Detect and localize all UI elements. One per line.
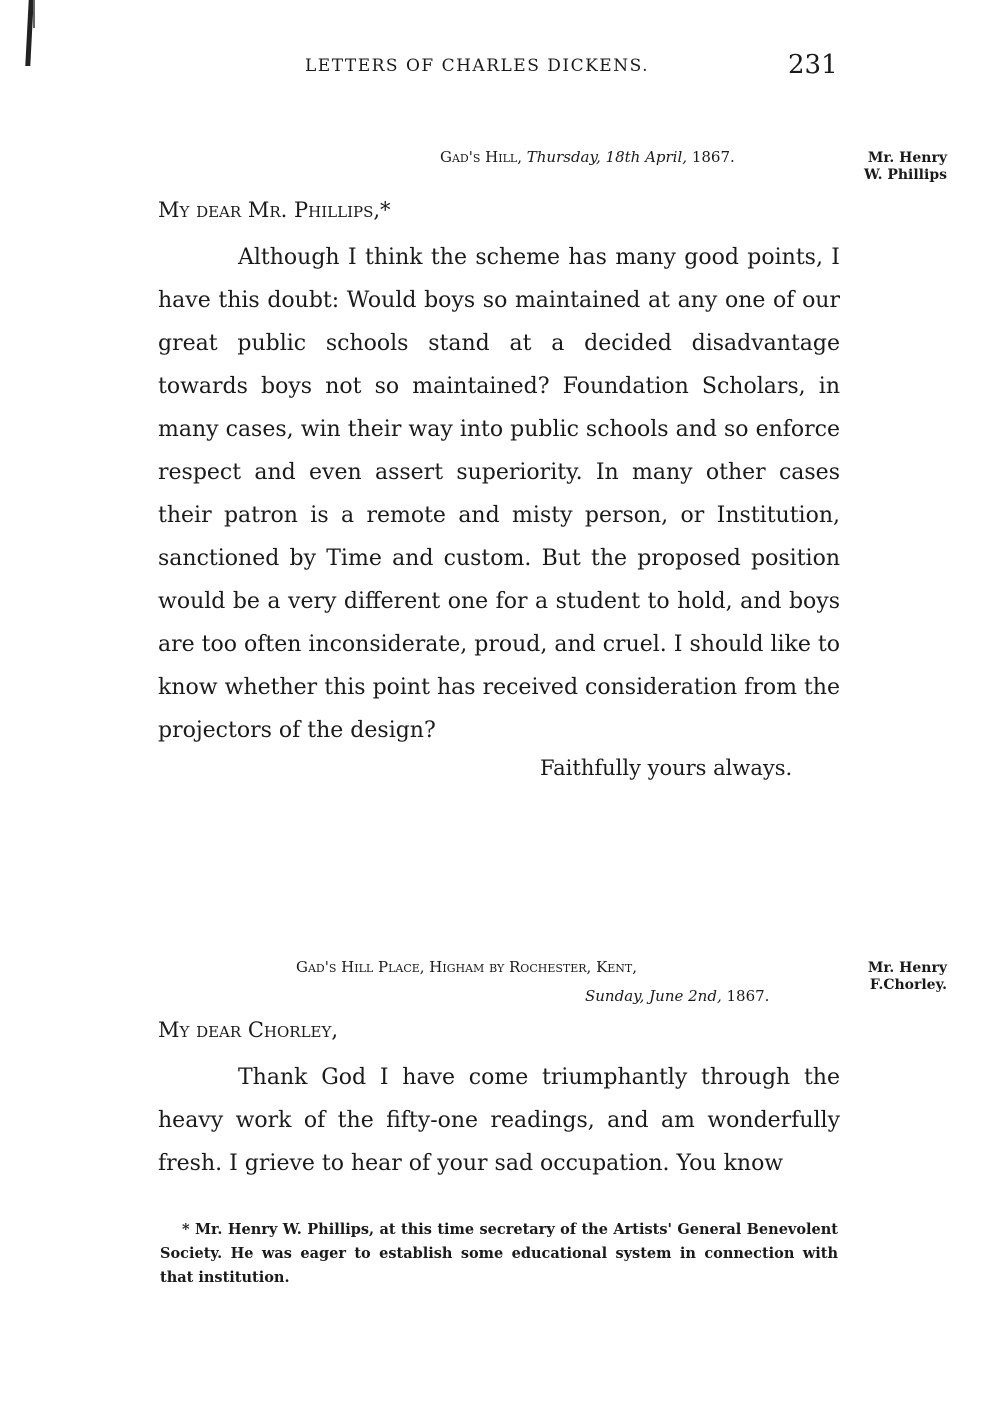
letter2-recipient-line2: F.Chorley. [869, 977, 947, 993]
running-header: LETTERS OF CHARLES DICKENS. [305, 56, 650, 76]
letter1-signoff: Faithfully yours always. [540, 756, 793, 780]
letter1-dateline [440, 148, 735, 166]
letter2-date: Sunday, June 2nd, [585, 987, 722, 1005]
letter1-year: 1867. [691, 148, 735, 166]
letter1-body: Although I think the scheme has many good points, I have this doubt: Would boys so maintained at any one of our great public schools stand at a decided disadvantage towards boys not so maintained? Foundation Scholars, in many cases, win their way into public schools and so enforce respect and even assert superiority. In many other cases their patron is a remote and misty person, or Institution, sanctioned by Time and custom. But the proposed position would be a very different one for a student to hold, and boys are too often inconsiderate, proud, and cruel. I should like to know whether this point has received consideration from the projectors of the design? [158, 245, 840, 743]
letter2-salutation: My dear Chorley, [158, 1018, 339, 1042]
letter1-date: Thursday, 18th April, [526, 148, 688, 166]
letter2-place: Gad's Hill Place, Higham by Rochester, Kent, [296, 958, 638, 976]
footnote: * Mr. Henry W. Phillips, at this time secretary of the Artists' General Benevolent Society. He was eager to establish some educational system in connection with that institution. [160, 1221, 838, 1286]
letter1-recipient-line2: W. Phillips [864, 167, 947, 183]
letter1-salutation: My dear Mr. Phillips,* [158, 198, 391, 222]
letter1-recipient-line1: Mr. Henry [867, 150, 947, 166]
scan-artifact [33, 0, 35, 28]
letter2-place-line [296, 958, 637, 976]
letter2-year: 1867. [726, 987, 770, 1005]
page-number: 231 [788, 50, 838, 80]
letter1-margin-note [845, 150, 947, 184]
letter1-place: Gad's Hill, [440, 148, 522, 166]
letter2-margin-note [845, 960, 947, 994]
letter2-recipient-line1: Mr. Henry [867, 960, 947, 976]
letter2-body: Thank God I have come triumphantly through the heavy work of the fifty-one readings, and am wonderfully fresh. I grieve to hear of your sad occupation. You know [158, 1065, 840, 1176]
letter2-date-line [585, 987, 769, 1005]
